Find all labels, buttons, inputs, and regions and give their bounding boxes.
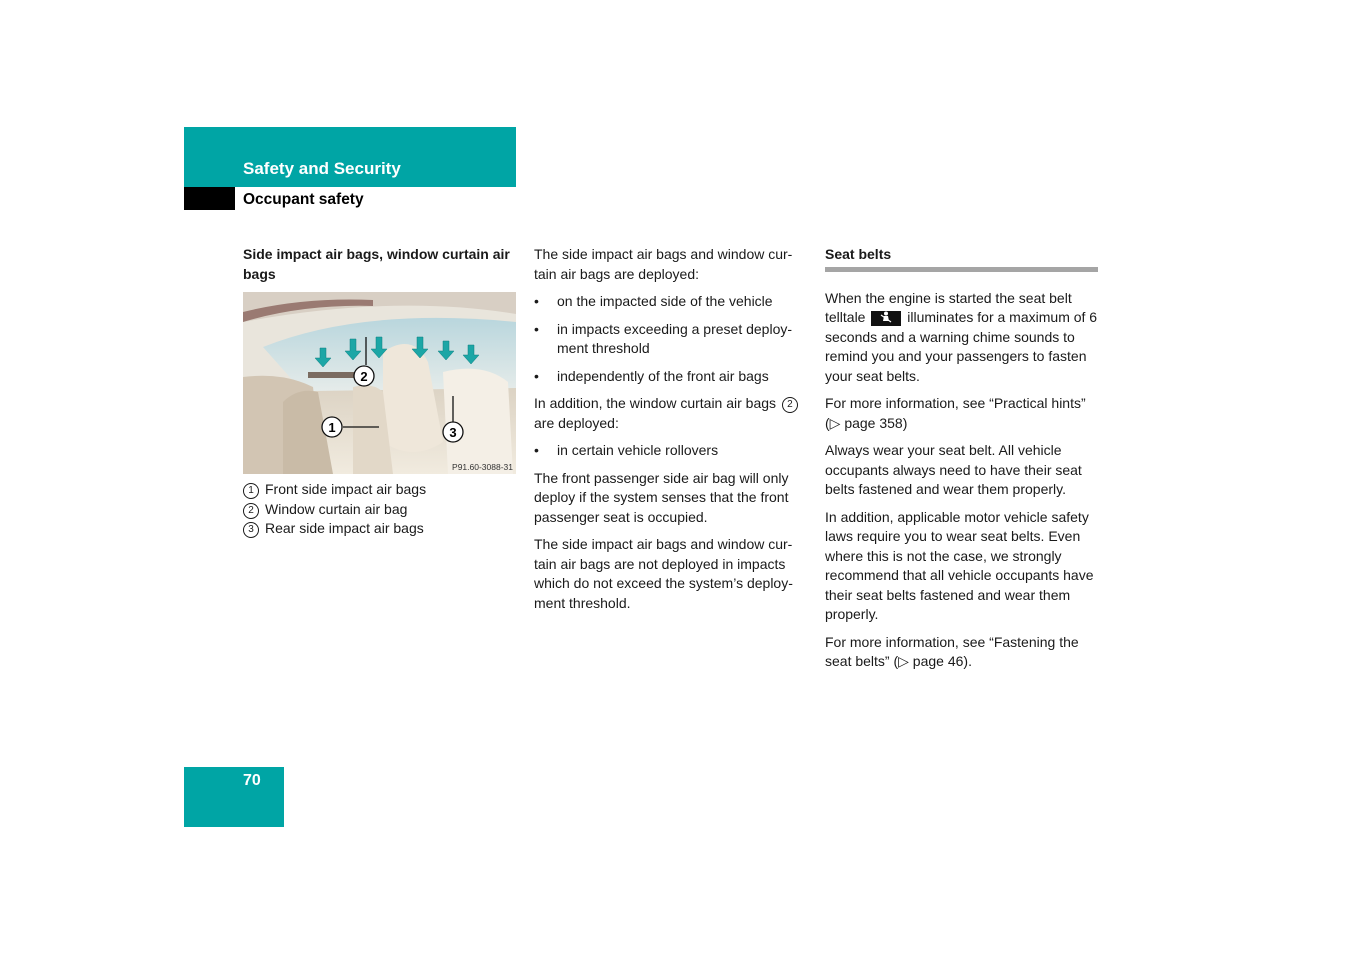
telltale-paragraph: When the engine is started the seat belt telltale illuminates for a maximum of 6 seconds and a warning chime sounds to remind you and your passengers to fasten your seat belts. [825, 289, 1098, 384]
safety-laws-paragraph: In addition, applicable motor vehicle safety laws require you to wear seat belts. Even where this is not the case, we strongly recommend that all vehicle occupants have their seat belts fastened and wear them properly. [825, 508, 1094, 622]
callout-number: 2 [243, 503, 259, 519]
deploy-arrow-icon [315, 348, 331, 367]
bullet-dot: • [534, 293, 539, 309]
svg-text:1: 1 [328, 420, 336, 435]
section-marker [184, 187, 235, 210]
legend-item [243, 500, 516, 520]
section-title: Safety and Security [243, 159, 401, 178]
passenger-airbag-note: The front passenger side air bag will only deploy if the system senses that the front passenger seat is occupied. [534, 469, 789, 525]
seat-belt-telltale-icon [871, 311, 901, 326]
legend-text: Window curtain air bag [265, 500, 408, 517]
bullet-dot: • [534, 320, 539, 337]
always-wear-paragraph: Always wear your seat belt. All vehicle occupants always need to have their seat belts fastened and wear them properly. [825, 442, 1082, 497]
figure-code: P91.60-3088-31 [452, 462, 513, 472]
page-number: 70 [243, 772, 261, 789]
deploy-arrow-icon [345, 339, 361, 360]
threshold-note: The side impact air bags and window cur-tain air bags are not deployed in impacts which do not exceed the system’s deploy-ment threshold. [534, 536, 793, 611]
deploy-arrow-icon [463, 345, 479, 364]
legend-item [243, 519, 516, 539]
bullet-dot: • [534, 367, 539, 384]
list-item: • in impacts exceeding a preset deploy-ment threshold [534, 320, 793, 356]
bullet-dot: • [534, 442, 539, 458]
list-item: • on the impacted side of the vehicle [534, 292, 806, 312]
deploy-arrow-icon [438, 341, 454, 360]
deploy-intro: The side impact air bags and window cur-tain air bags are deployed: [534, 246, 793, 282]
callout-2 [354, 366, 374, 386]
svg-text:3: 3 [449, 425, 457, 440]
list-item: • independently of the front air bags [534, 367, 806, 387]
seat-belts-heading: Seat belts [825, 245, 1098, 272]
callout-number: 1 [243, 483, 259, 499]
practical-hints-ref: For more information, see “Practical hints” (▷ page 358) [825, 395, 1086, 431]
legend-item [243, 480, 516, 500]
airbag-overlay [243, 292, 516, 474]
legend-text: Rear side impact air bags [265, 520, 424, 536]
callout-number: 2 [782, 397, 798, 413]
column-middle [534, 245, 806, 621]
column-left [243, 245, 516, 539]
legend-text: Front side impact air bags [265, 481, 427, 497]
deploy-arrow-icon [412, 337, 428, 358]
callout-3 [443, 422, 463, 442]
fastening-ref: For more information, see “Fastening the seat belts” (▷ page 46). [825, 633, 1079, 669]
deploy-arrow-icon [371, 337, 387, 358]
window-curtain-note: In addition, the window curtain air bags 2 are deployed: [534, 394, 806, 433]
callout-1 [322, 417, 342, 437]
subsection-title: Occupant safety [243, 191, 364, 208]
column-right [825, 245, 1098, 680]
svg-text:2: 2 [360, 369, 368, 384]
airbag-heading: Side impact air bags, window curtain air bags [243, 246, 510, 282]
callout-number: 3 [243, 522, 259, 538]
airbag-illustration [243, 292, 516, 474]
page-number-box [184, 767, 284, 827]
list-item: • in certain vehicle rollovers [534, 441, 806, 461]
